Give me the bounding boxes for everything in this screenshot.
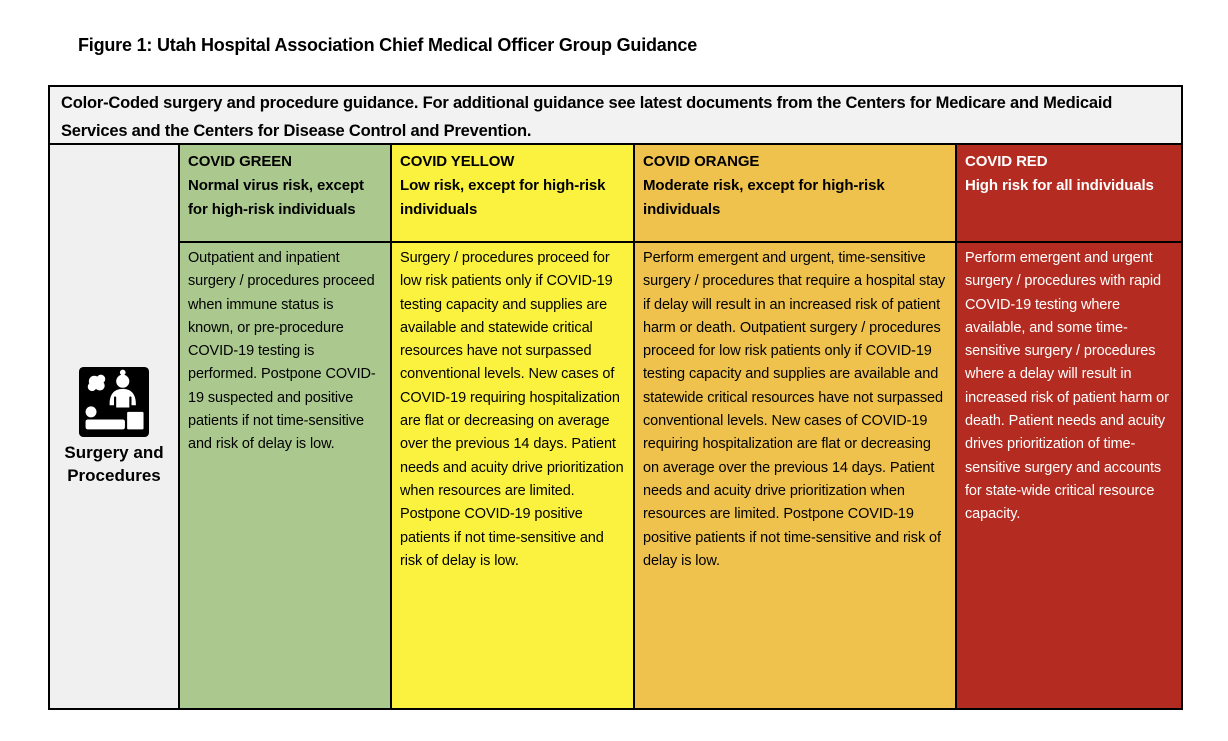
- covid-green-subtitle: Normal virus risk, except for high-risk individuals: [188, 177, 364, 218]
- figure-title: Figure 1: Utah Hospital Association Chief Medical Officer Group Guidance: [78, 35, 698, 55]
- column-header-covid-red: [957, 145, 1181, 241]
- column-header-covid-yellow: [392, 145, 633, 241]
- row-label-cell: [50, 145, 178, 708]
- covid-red-subtitle: High risk for all individuals: [965, 177, 1154, 194]
- column-header-covid-green: [180, 145, 390, 241]
- covid-orange-guidance: Perform emergent and urgent, time-sensitive surgery / procedures that require a hospital stay if delay will result in an increased risk of patient harm or death. Outpatient surgery / procedures proceed for low risk patients only if COVID-19 testing capacity and supplies are available and statewide critical resources have not surpassed conventional levels. New cases of COVID-19 requiring hospitalization are flat or decreasing on average over the previous 14 days. Patient needs and acuity drive prioritization when resources are limited. Postpone COVID-19 positive patients if not time-sensitive and risk of delay is low.: [635, 243, 955, 708]
- covid-orange-subtitle: Moderate risk, except for high-risk individuals: [643, 177, 885, 218]
- guidance-banner: Color-Coded surgery and procedure guidance. For additional guidance see latest documents from the Centers for Medicare and Medicaid Services and the Centers for Disease Control and Prevention.: [50, 87, 1181, 145]
- covid-orange-name: COVID ORANGE: [643, 153, 760, 170]
- row-label: Surgery and Procedures: [64, 442, 164, 485]
- covid-yellow-guidance: Surgery / procedures proceed for low risk patients only if COVID-19 testing capacity and supplies are available and statewide critical resources have not surpassed conventional levels. New cases of COVID-19 requiring hospitalization are flat or decreasing on average over the previous 14 days. Patient needs and acuity drive prioritization when resources are limited. Postpone COVID-19 positive patients if not time-sensitive and risk of delay is low.: [392, 243, 633, 708]
- covid-red-name: COVID RED: [965, 153, 1048, 170]
- surgery-icon: [78, 367, 150, 437]
- covid-green-name: COVID GREEN: [188, 153, 292, 170]
- covid-yellow-subtitle: Low risk, except for high-risk individuals: [400, 177, 606, 218]
- covid-yellow-name: COVID YELLOW: [400, 153, 515, 170]
- guidance-table: [48, 85, 1183, 710]
- covid-green-guidance: Outpatient and inpatient surgery / procedures proceed when immune status is known, or pre-procedure COVID-19 testing is performed. Postpone COVID-19 suspected and positive patients if not time-sensitive and risk of delay is low.: [180, 243, 390, 708]
- column-header-covid-orange: [635, 145, 955, 241]
- covid-red-guidance: Perform emergent and urgent surgery / procedures with rapid COVID-19 testing where available, and some time-sensitive surgery / procedures where a delay will result in increased risk of patient harm or death. Patient needs and acuity drives prioritization of time-sensitive surgery and accounts for state-wide critical resource capacity.: [957, 243, 1181, 708]
- guidance-grid: [50, 145, 1181, 708]
